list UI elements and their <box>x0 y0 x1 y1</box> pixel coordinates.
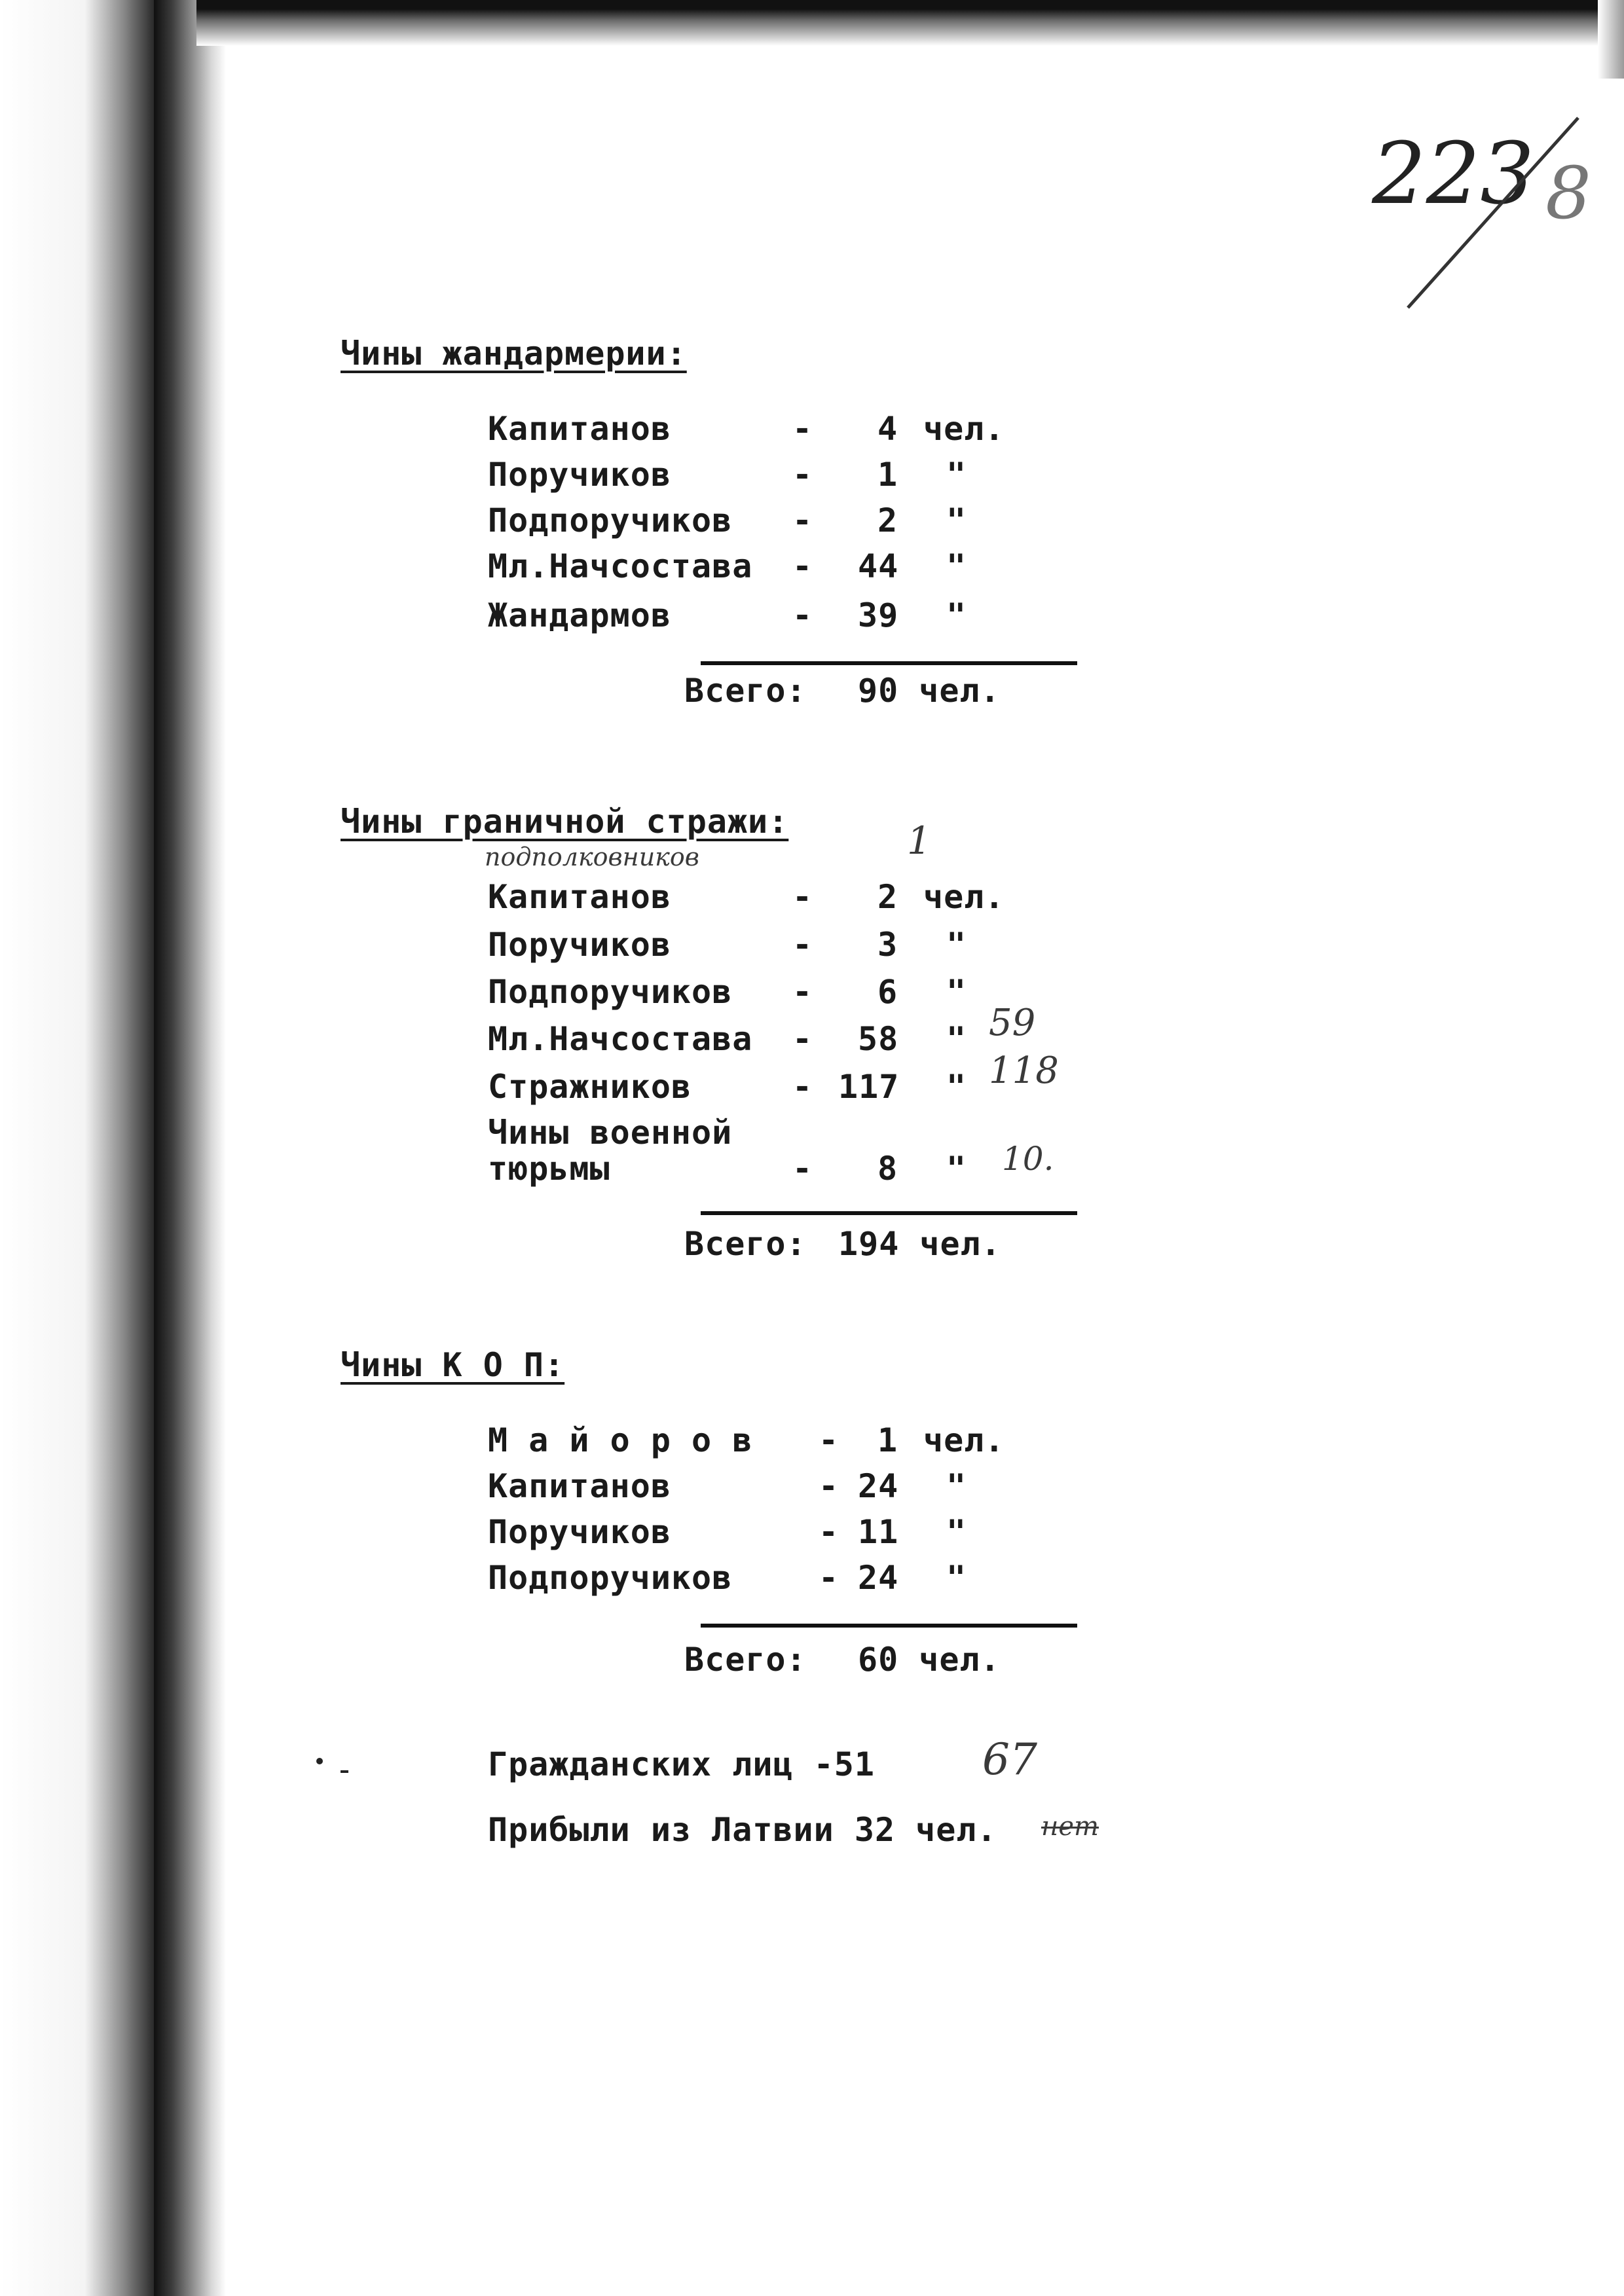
rank-unit: " <box>946 926 967 964</box>
total-value: 90 чел. <box>858 672 1001 710</box>
rank-dash: - <box>819 1559 840 1597</box>
rank-unit: " <box>946 1559 967 1597</box>
rank-label: Стражников <box>488 1068 692 1106</box>
rank-dash: - <box>819 1467 840 1505</box>
rank-label: Капитанов <box>488 878 671 916</box>
rank-count: 8 <box>877 1150 898 1188</box>
rank-count: 4 <box>877 410 898 448</box>
rank-dash: - <box>792 596 813 634</box>
section-heading-kop: Чины К О П: <box>341 1346 565 1384</box>
rank-count: 24 <box>858 1467 899 1505</box>
rank-label: Подпоручиков <box>488 1559 733 1597</box>
rank-count: 39 <box>858 596 899 634</box>
total-label: Всего: <box>684 1225 807 1263</box>
handwritten-note: подполковников <box>485 843 699 871</box>
handwritten-correction: 59 <box>989 1002 1036 1044</box>
rank-count: 117 <box>838 1068 900 1106</box>
rank-label: Капитанов <box>488 410 671 448</box>
rank-count: 44 <box>858 547 899 585</box>
rank-unit: " <box>946 1068 967 1106</box>
rank-dash: - <box>792 973 813 1011</box>
rank-label: Подпоручиков <box>488 501 733 539</box>
rank-dash: - <box>819 1513 840 1551</box>
archival-page-number: 223 <box>1372 124 1535 223</box>
rank-dash: - <box>792 547 813 585</box>
total-rule <box>701 1624 1077 1628</box>
rank-count: 58 <box>858 1020 899 1058</box>
total-rule <box>701 1211 1077 1215</box>
rank-unit: " <box>946 547 967 585</box>
rank-label: М а й о р о в <box>488 1421 753 1459</box>
rank-unit: чел. <box>923 878 1005 916</box>
rank-dash: - <box>792 878 813 916</box>
rank-label: Жандармов <box>488 596 671 634</box>
rank-label: Мл.Начсостава <box>488 1020 753 1058</box>
rank-unit: " <box>946 596 967 634</box>
rank-count: 24 <box>858 1559 899 1597</box>
rank-dash: - <box>792 1020 813 1058</box>
rank-count: 2 <box>877 501 898 539</box>
rank-count: 11 <box>858 1513 899 1551</box>
section-heading-gendarmerie: Чины жандармерии: <box>341 335 687 373</box>
latvia-struck-note: нет <box>1041 1812 1099 1842</box>
rank-unit: " <box>946 456 967 494</box>
handwritten-correction: 118 <box>989 1049 1059 1092</box>
rank-label: Поручиков <box>488 1513 671 1551</box>
rank-unit: чел. <box>923 1421 1005 1459</box>
total-rule <box>701 661 1077 665</box>
handwritten-correction: 10. <box>1002 1140 1054 1178</box>
total-label: Всего: <box>684 672 807 710</box>
rank-dash: - <box>792 410 813 448</box>
rank-dash: - <box>792 501 813 539</box>
rank-unit: чел. <box>923 410 1005 448</box>
total-value: 60 чел. <box>858 1641 1001 1679</box>
total-value: 194 чел. <box>838 1225 1001 1263</box>
rank-count: 1 <box>877 456 898 494</box>
sheet-number: 8 <box>1545 151 1591 235</box>
rank-unit: " <box>946 1467 967 1505</box>
rank-dash: - <box>792 456 813 494</box>
total-label: Всего: <box>684 1641 807 1679</box>
rank-unit: " <box>946 1513 967 1551</box>
rank-label: Поручиков <box>488 926 671 964</box>
rank-label: Мл.Начсостава <box>488 547 753 585</box>
rank-unit: " <box>946 973 967 1011</box>
rank-unit: " <box>946 501 967 539</box>
rank-count: 2 <box>877 878 898 916</box>
civilians-correction: 67 <box>982 1734 1037 1785</box>
rank-label: Чины военной <box>488 1114 733 1152</box>
rank-dash: - <box>792 926 813 964</box>
rank-dash: - <box>792 1068 813 1106</box>
civilians-line: Гражданских лиц -51 <box>488 1745 875 1783</box>
rank-dash: - <box>792 1150 813 1188</box>
rank-label: Поручиков <box>488 456 671 494</box>
rank-count: 1 <box>877 1421 898 1459</box>
rank-label: Капитанов <box>488 1467 671 1505</box>
rank-dash: - <box>819 1421 840 1459</box>
section-heading-border-guard: Чины граничной стражи: <box>341 803 789 841</box>
rank-unit: " <box>946 1150 967 1188</box>
rank-unit: " <box>946 1020 967 1058</box>
handwritten-count: 1 <box>907 818 931 863</box>
rank-label: тюрьмы <box>488 1150 610 1188</box>
latvia-line: Прибыли из Латвии 32 чел. <box>488 1811 997 1849</box>
rank-label: Подпоручиков <box>488 973 733 1011</box>
rank-count: 3 <box>877 926 898 964</box>
scan-speck <box>314 1755 354 1781</box>
rank-count: 6 <box>877 973 898 1011</box>
